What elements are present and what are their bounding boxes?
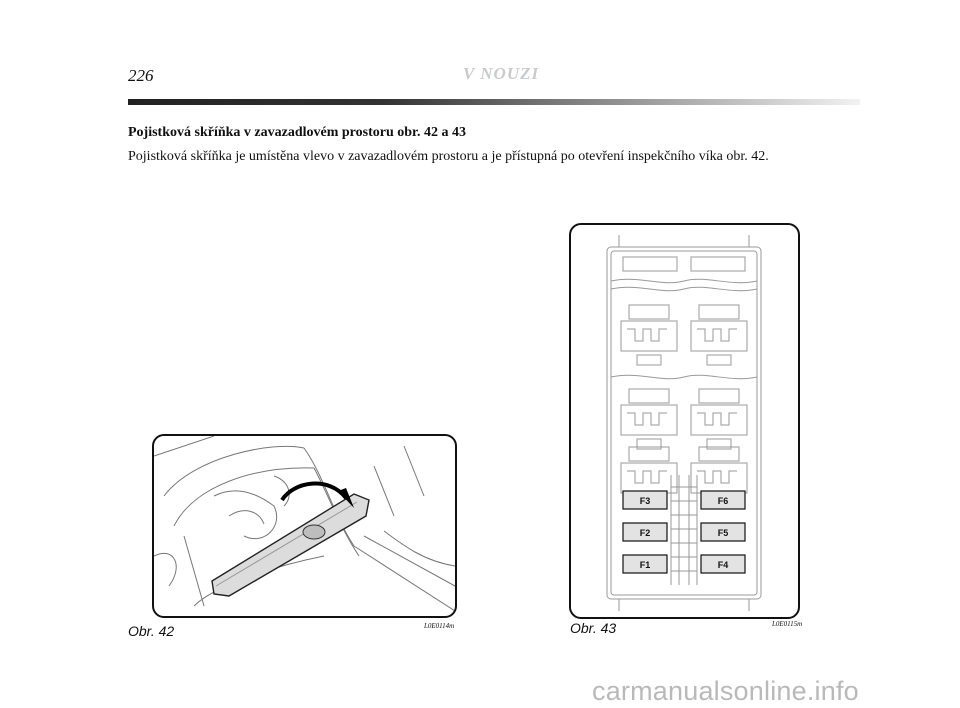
figure-42-illustration: [152, 434, 457, 618]
fuse-f1-label: F1: [639, 560, 651, 570]
body-text: Pojistková skříňka je umístěna vlevo v zavazadlovém prostoru a je přístupná po otevření inspekčního víka obr. 42.: [128, 149, 769, 164]
figure-43-caption: Obr. 43: [570, 620, 617, 636]
figure-42-code: L0E0114m: [424, 622, 455, 630]
figure-43-fuse-box: [569, 223, 800, 619]
watermark: carmanualsonline.info: [592, 676, 859, 706]
fuse-f6-label: F6: [717, 496, 729, 506]
chapter-title: V NOUZI: [463, 64, 540, 83]
header-rule: [128, 99, 860, 105]
page-number: 226: [128, 66, 154, 85]
fuse-f5-label: F5: [717, 528, 729, 538]
fuse-f3-label: F3: [639, 496, 651, 506]
fuse-f4-label: F4: [717, 560, 729, 570]
figure-42-caption: Obr. 42: [128, 623, 175, 639]
section-heading: Pojistková skříňka v zavazadlovém prostoru obr. 42 a 43: [128, 125, 466, 140]
figure-43-code: L0E0115m: [772, 620, 803, 628]
fuse-f2-label: F2: [639, 528, 651, 538]
